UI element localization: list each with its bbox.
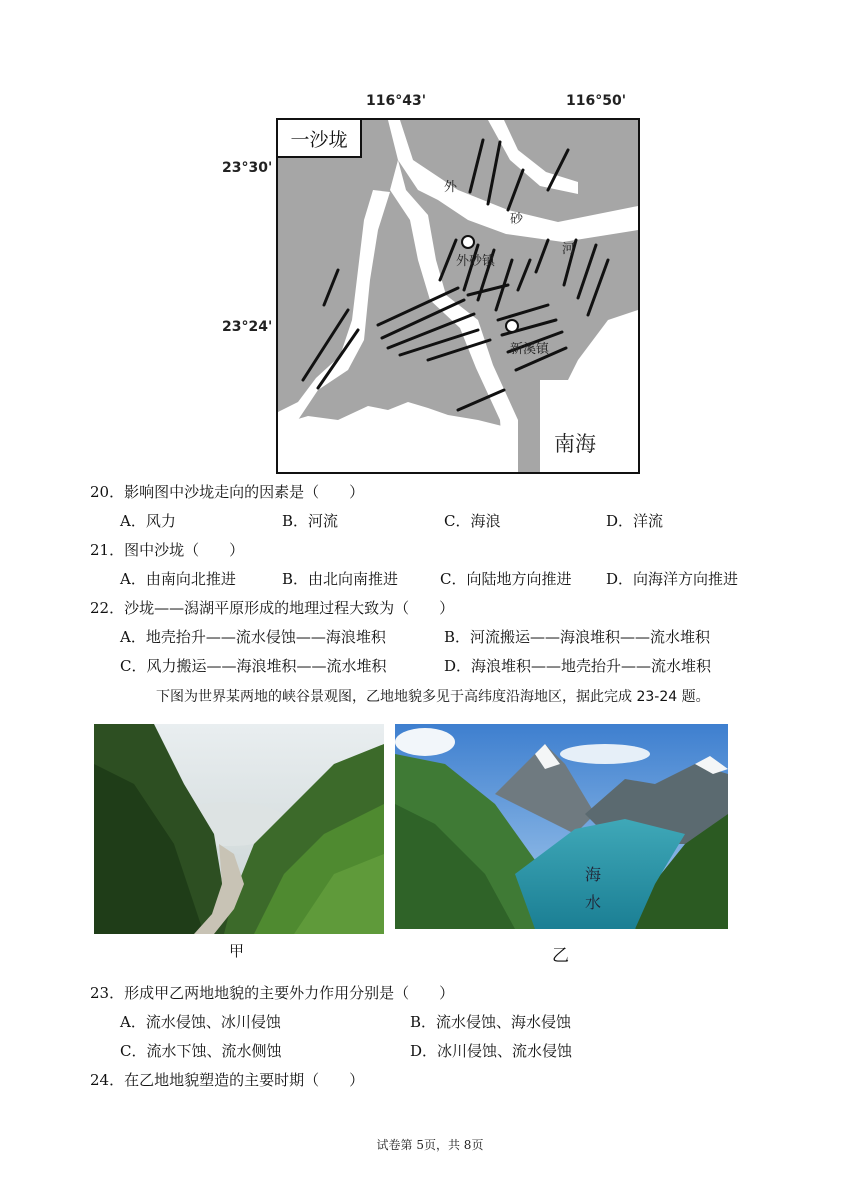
q22-option-d: D．海浪堆积——地壳抬升——流水堆积 — [444, 657, 712, 675]
q20-option-b: B．河流 — [282, 512, 339, 530]
photo-jia — [94, 724, 384, 934]
town-marker-xinxi — [506, 320, 518, 332]
q22-option-b: B．河流搬运——海浪堆积——流水堆积 — [444, 628, 711, 646]
q21-option-c: C．向陆地方向推进 — [440, 570, 572, 588]
page-footer: 试卷第 5页，共 8页 — [376, 1138, 484, 1152]
town-marker-waisha — [462, 236, 474, 248]
q23-option-b: B．流水侵蚀、海水侵蚀 — [410, 1013, 572, 1031]
legend-text: 一沙垅 — [290, 128, 348, 151]
photo-yi — [395, 724, 728, 929]
question-24: 24．在乙地地貌塑造的主要时期（ ） — [90, 1071, 365, 1089]
map-legend — [278, 120, 362, 158]
q22-option-a: A．地壳抬升——流水侵蚀——海浪堆积 — [120, 628, 386, 646]
intro-text: 下图为世界某两地的峡谷景观图，乙地地貌多见于高纬度沿海地区，据此完成 23-24 题。 — [156, 689, 710, 705]
photo-label-jia: 甲 — [229, 942, 245, 960]
q23-option-d: D．冰川侵蚀、流水侵蚀 — [410, 1042, 573, 1060]
q20-option-c: C．海浪 — [444, 512, 501, 530]
sea-label: 南海 — [554, 432, 596, 456]
photo-label-yi: 乙 — [552, 946, 569, 966]
q21-option-b: B．由北向南推进 — [282, 570, 399, 588]
latitude-label-bottom: 23°24' — [222, 319, 273, 335]
q21-option-d: D．向海洋方向推进 — [606, 570, 739, 588]
town-label-xinxi: 新溪镇 — [510, 342, 550, 357]
map-graphic — [278, 120, 638, 472]
q20-option-a: A．风力 — [120, 512, 176, 530]
town-label-waisha: 外砂镇 — [456, 254, 496, 269]
river-char-3: 河 — [562, 242, 576, 257]
q23-option-a: A．流水侵蚀、冰川侵蚀 — [120, 1013, 281, 1031]
longitude-label-right: 116°50' — [566, 93, 626, 109]
question-20: 20．影响图中沙垅走向的因素是（ ） — [90, 483, 365, 501]
river-char-2: 砂 — [510, 212, 524, 227]
q22-option-c: C．风力搬运——海浪堆积——流水堆积 — [120, 657, 387, 675]
longitude-label-left: 116°43' — [366, 93, 426, 109]
question-21: 21．图中沙垅（ ） — [90, 541, 245, 559]
latitude-label-top: 23°30' — [222, 160, 273, 176]
question-22: 22．沙垅——潟湖平原形成的地理过程大致为（ ） — [90, 599, 455, 617]
sand-ridge-map — [276, 118, 640, 474]
q23-option-c: C．流水下蚀、流水侧蚀 — [120, 1042, 282, 1060]
sea-water-char-2: 水 — [585, 893, 602, 912]
question-23: 23．形成甲乙两地地貌的主要外力作用分别是（ ） — [90, 984, 455, 1002]
river-char-1: 外 — [444, 180, 458, 195]
q21-option-a: A．由南向北推进 — [120, 570, 236, 588]
q20-option-d: D．洋流 — [606, 512, 664, 530]
sea-water-char-1: 海 — [585, 865, 602, 884]
